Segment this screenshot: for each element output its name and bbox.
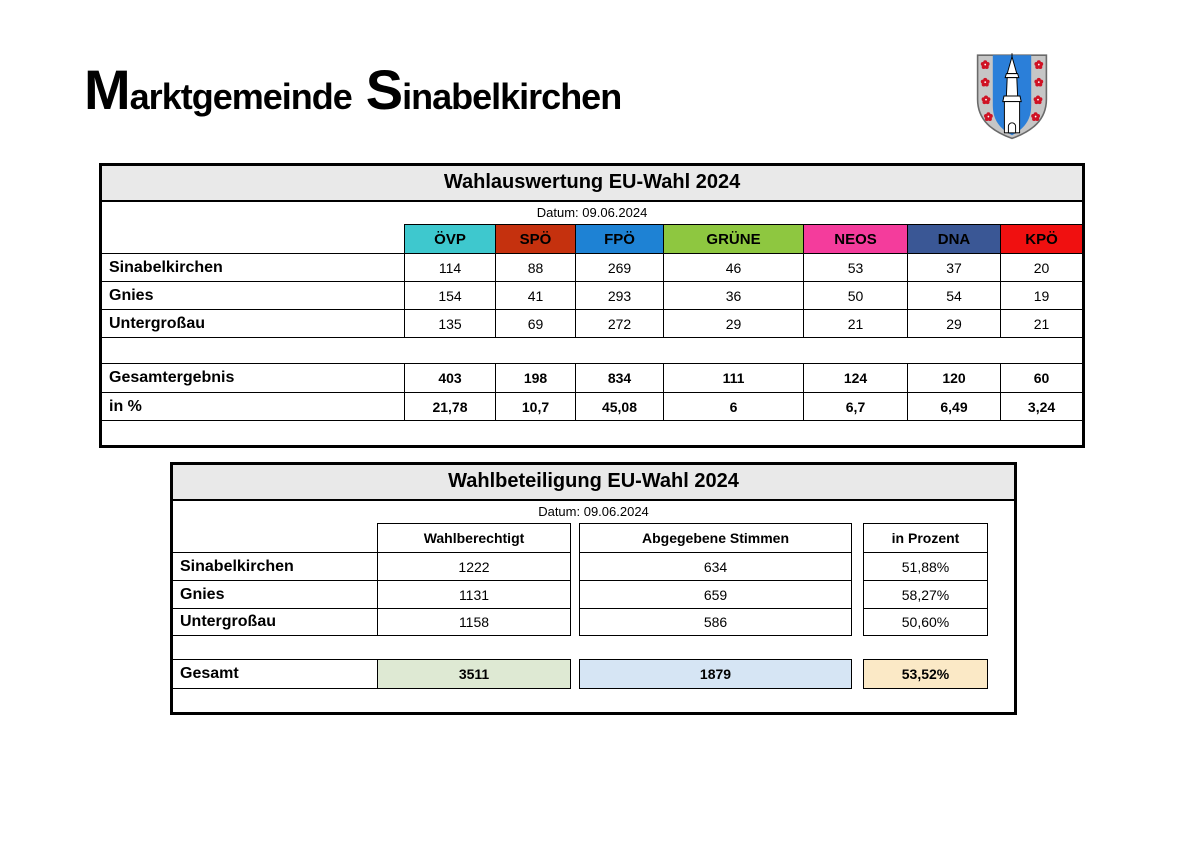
municipal-coat-of-arms-icon bbox=[972, 50, 1052, 142]
result-cell: 36 bbox=[664, 282, 804, 310]
row-label: Gesamt bbox=[172, 660, 378, 689]
page-title bbox=[84, 58, 621, 137]
right-pad bbox=[988, 609, 1016, 636]
percent-cell: 21,78 bbox=[405, 393, 496, 421]
row-label: in % bbox=[101, 393, 405, 421]
total-cell: 111 bbox=[664, 364, 804, 393]
row-label: Sinabelkirchen bbox=[101, 254, 405, 282]
column-gap bbox=[571, 660, 580, 689]
result-cell: 46 bbox=[664, 254, 804, 282]
column-gap bbox=[571, 609, 580, 636]
column-header-in-prozent: in Prozent bbox=[864, 524, 988, 553]
percent-cell: 3,24 bbox=[1001, 393, 1084, 421]
turnout-cell: 586 bbox=[580, 609, 852, 636]
results-total-row bbox=[101, 364, 1084, 393]
percent-cell: 10,7 bbox=[496, 393, 576, 421]
total-cell: 124 bbox=[804, 364, 908, 393]
party-header-neos: NEOS bbox=[804, 225, 908, 254]
turnout-cell: 50,60% bbox=[864, 609, 988, 636]
turnout-date: Datum: 09.06.2024 bbox=[538, 504, 649, 520]
party-header-fpo: FPÖ bbox=[576, 225, 664, 254]
party-header-row bbox=[101, 225, 1084, 254]
row-label: Gnies bbox=[172, 581, 378, 609]
row-label: Gnies bbox=[101, 282, 405, 310]
party-header-grune: GRÜNE bbox=[664, 225, 804, 254]
results-row-sinabelkirchen bbox=[101, 254, 1084, 282]
percent-cell: 45,08 bbox=[576, 393, 664, 421]
party-header-kpo: KPÖ bbox=[1001, 225, 1084, 254]
spacer-row bbox=[172, 636, 1016, 660]
turnout-cell: 634 bbox=[580, 553, 852, 581]
column-gap bbox=[852, 609, 864, 636]
title-initial-s: S bbox=[365, 58, 403, 121]
column-gap bbox=[571, 524, 580, 553]
percent-cell: 6,49 bbox=[908, 393, 1001, 421]
row-label: Gesamtergebnis bbox=[101, 364, 405, 393]
party-header-dna: DNA bbox=[908, 225, 1001, 254]
result-cell: 54 bbox=[908, 282, 1001, 310]
column-gap bbox=[852, 524, 864, 553]
results-table bbox=[99, 163, 1085, 448]
empty-corner-cell bbox=[101, 225, 405, 254]
results-row-untergrossau bbox=[101, 310, 1084, 338]
percent-cell: 6,7 bbox=[804, 393, 908, 421]
turnout-cell: 659 bbox=[580, 581, 852, 609]
result-cell: 53 bbox=[804, 254, 908, 282]
title-word-1: arktgemeinde bbox=[129, 76, 352, 117]
column-gap bbox=[852, 581, 864, 609]
turnout-cell: 51,88% bbox=[864, 553, 988, 581]
row-label: Untergroßau bbox=[172, 609, 378, 636]
column-gap bbox=[571, 553, 580, 581]
total-cell: 120 bbox=[908, 364, 1001, 393]
column-gap bbox=[852, 660, 864, 689]
result-cell: 29 bbox=[664, 310, 804, 338]
results-percent-row bbox=[101, 393, 1084, 421]
total-cell: 834 bbox=[576, 364, 664, 393]
results-table-title: Wahlauswertung EU-Wahl 2024 bbox=[101, 165, 1084, 201]
result-cell: 293 bbox=[576, 282, 664, 310]
right-pad bbox=[988, 524, 1016, 553]
row-label: Untergroßau bbox=[101, 310, 405, 338]
total-cell: 403 bbox=[405, 364, 496, 393]
right-pad bbox=[988, 581, 1016, 609]
total-cell: 60 bbox=[1001, 364, 1084, 393]
result-cell: 21 bbox=[804, 310, 908, 338]
right-pad bbox=[988, 660, 1016, 689]
turnout-row-untergrossau bbox=[172, 609, 1016, 636]
turnout-header-row bbox=[172, 524, 1016, 553]
result-cell: 114 bbox=[405, 254, 496, 282]
turnout-cell: 1222 bbox=[378, 553, 571, 581]
right-pad bbox=[988, 553, 1016, 581]
results-row-gnies bbox=[101, 282, 1084, 310]
result-cell: 29 bbox=[908, 310, 1001, 338]
title-initial-m: M bbox=[84, 58, 130, 121]
result-cell: 37 bbox=[908, 254, 1001, 282]
column-gap bbox=[852, 553, 864, 581]
spacer-row bbox=[172, 689, 1016, 714]
percent-cell: 6 bbox=[664, 393, 804, 421]
turnout-total-row bbox=[172, 660, 1016, 689]
spacer-row bbox=[101, 338, 1084, 364]
party-header-spo: SPÖ bbox=[496, 225, 576, 254]
row-label: Sinabelkirchen bbox=[172, 553, 378, 581]
empty-corner-cell bbox=[172, 524, 378, 553]
turnout-cell: 1131 bbox=[378, 581, 571, 609]
result-cell: 41 bbox=[496, 282, 576, 310]
results-date: Datum: 09.06.2024 bbox=[536, 205, 648, 221]
turnout-table-title: Wahlbeteiligung EU-Wahl 2024 bbox=[172, 464, 1016, 500]
party-header-ovp: ÖVP bbox=[405, 225, 496, 254]
total-cell: 53,52% bbox=[864, 660, 988, 689]
turnout-row-sinabelkirchen bbox=[172, 553, 1016, 581]
turnout-cell: 58,27% bbox=[864, 581, 988, 609]
result-cell: 21 bbox=[1001, 310, 1084, 338]
result-cell: 20 bbox=[1001, 254, 1084, 282]
turnout-table bbox=[170, 462, 1017, 715]
column-header-wahlberechtigt: Wahlberechtigt bbox=[378, 524, 571, 553]
result-cell: 272 bbox=[576, 310, 664, 338]
column-header-abgegebene-stimmen: Abgegebene Stimmen bbox=[580, 524, 852, 553]
spacer-row bbox=[101, 421, 1084, 447]
result-cell: 154 bbox=[405, 282, 496, 310]
title-word-2: inabelkirchen bbox=[402, 76, 622, 117]
total-cell: 3511 bbox=[378, 660, 571, 689]
result-cell: 135 bbox=[405, 310, 496, 338]
result-cell: 19 bbox=[1001, 282, 1084, 310]
result-cell: 88 bbox=[496, 254, 576, 282]
turnout-cell: 1158 bbox=[378, 609, 571, 636]
total-cell: 1879 bbox=[580, 660, 852, 689]
result-cell: 69 bbox=[496, 310, 576, 338]
turnout-row-gnies bbox=[172, 581, 1016, 609]
result-cell: 269 bbox=[576, 254, 664, 282]
result-cell: 50 bbox=[804, 282, 908, 310]
total-cell: 198 bbox=[496, 364, 576, 393]
column-gap bbox=[571, 581, 580, 609]
